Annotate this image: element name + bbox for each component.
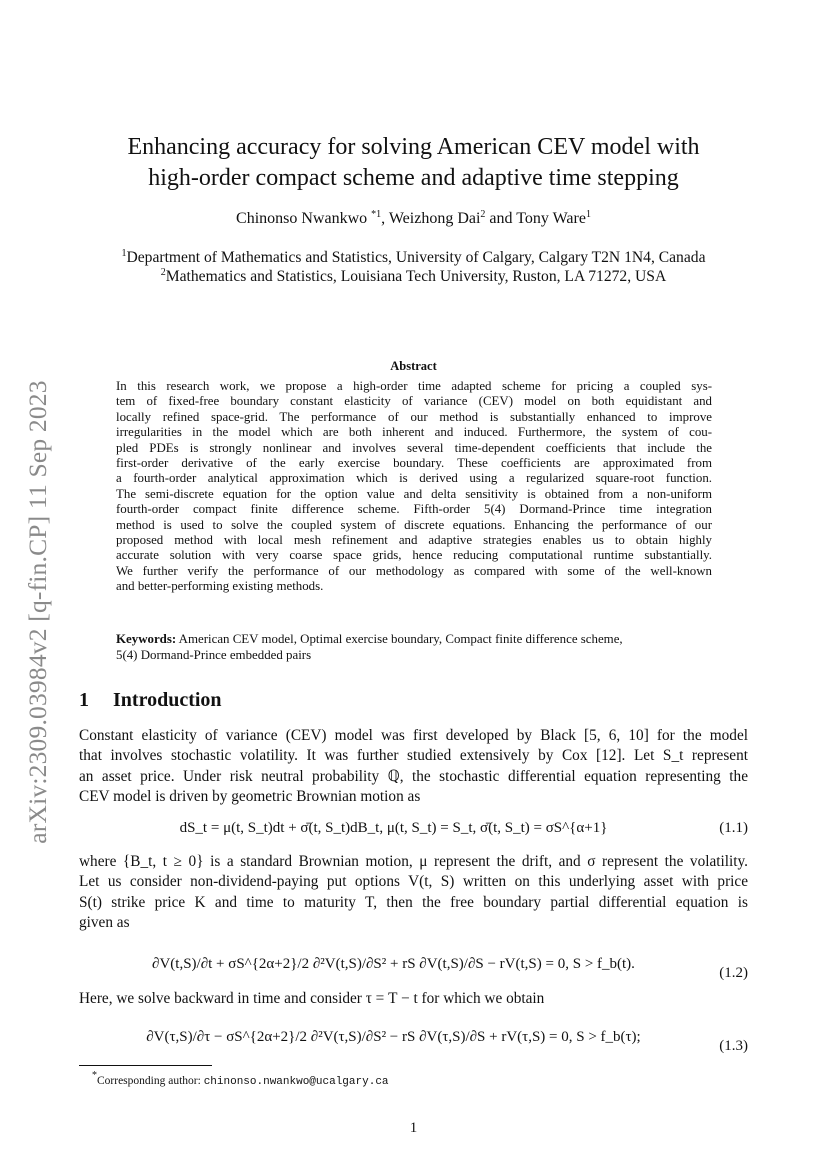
paper-title (80, 132, 747, 194)
abstract-line: In this research work, we propose a high-order time adapted scheme for pricing a coupled sys- (116, 379, 712, 393)
author-3: and Tony Ware (485, 210, 586, 227)
arxiv-stamp-text: arXiv:2309.03984v2 [q-fin.CP] 11 Sep 2023 (23, 380, 52, 844)
text-line: Let us consider non-dividend-paying put options V(t, S) written on this underlying asset with price (79, 873, 748, 891)
equation-1-2-number: (1.2) (719, 965, 748, 981)
intro-paragraph-1 (79, 726, 748, 808)
author-list (80, 209, 747, 228)
abstract-line: and better-performing existing methods. (116, 579, 324, 594)
author-2-mark: 2 (480, 209, 486, 220)
footnote-email-link[interactable]: chinonso.nwankwo@ucalgary.ca (203, 1076, 389, 1088)
section-heading (79, 689, 222, 712)
text-line: an asset price. Under risk neutral probability ℚ, the stochastic differential equation representing the (79, 767, 748, 785)
text-line: S(t) strike price K and time to maturity T, then the free boundary partial differential equation is (79, 893, 748, 911)
keywords-line-2: 5(4) Dormand-Prince embedded pairs (116, 648, 312, 662)
intro-paragraph-2 (79, 852, 748, 934)
keywords-line-1: American CEV model, Optimal exercise boundary, Compact finite difference scheme, (176, 632, 623, 646)
text-line: CEV model is driven by geometric Brownian motion as (79, 788, 421, 806)
abstract-line: tem of fixed-free boundary constant elasticity of variance (CEV) model on both equidistant and (116, 394, 712, 409)
abstract-line: pled PDEs is strongly nonlinear and involves several time-dependent coefficients that include the (116, 440, 712, 455)
text-line: Constant elasticity of variance (CEV) model was first developed by Black [5, 6, 10] for the model (79, 727, 748, 744)
text-line: where {B_t, t ≥ 0} is a standard Brownian motion, μ represent the drift, and σ represent the volatility. (79, 853, 748, 870)
footnote (92, 1070, 389, 1088)
equation-1-2 (79, 944, 748, 984)
abstract-line: method is used to solve the coupled system of discrete equations. Enhancing the performance of our (116, 517, 712, 532)
affiliation-1 (70, 248, 757, 267)
abstract-line: locally refined space-grid. The performance of our method is substantially enhanced to improve (116, 409, 712, 424)
arxiv-stamp (18, 352, 58, 872)
equation-1-3 (79, 1017, 748, 1057)
text-line: Here, we solve backward in time and consider τ = T − t for which we obtain (79, 990, 545, 1007)
section-number: 1 (79, 689, 89, 711)
abstract-line: first-order derivative of the early exercise boundary. These coefficients are approximated from (116, 456, 712, 471)
abstract-line: a fourth-order analytical approximation which is derived using a regularized square-root function. (116, 471, 712, 486)
abstract-line: The semi-discrete equation for the option value and delta sensitivity is obtained from a non-uniform (116, 486, 712, 501)
author-1-mark: *1 (371, 209, 382, 220)
keywords-label: Keywords: (116, 632, 177, 646)
title-line-1: Enhancing accuracy for solving American CEV model with (127, 134, 700, 160)
abstract-line: accurate solution with very coarse space grids, hence reducing computational runtime substantially. (116, 548, 712, 563)
title-line-2: high-order compact scheme and adaptive time stepping (148, 165, 679, 191)
affiliation-1-mark: 1 (121, 248, 127, 259)
intro-paragraph-3 (79, 989, 748, 1009)
affiliation-1-text: Department of Mathematics and Statistics, University of Calgary, Calgary T2N 1N4, Canada (126, 249, 706, 266)
equation-1-2-expression: ∂V(t,S)/∂t + σS^{2α+2}/2 ∂²V(t,S)/∂S² + rS ∂V(t,S)/∂S − rV(t,S) = 0, S > f_b(t). (152, 956, 635, 972)
abstract-line: irregularities in the model which are both inherent and induced. Furthermore, the system of cou- (116, 425, 712, 440)
equation-1-3-number: (1.3) (719, 1038, 748, 1054)
author-3-mark: 1 (585, 209, 591, 220)
section-title: Introduction (113, 689, 222, 711)
text-line: given as (79, 914, 130, 932)
abstract-body (116, 379, 712, 595)
abstract-line: proposed method with local mesh refinement and adaptive strategies enables us to obtain highly (116, 533, 712, 548)
keywords (116, 631, 712, 663)
abstract-line: We further verify the performance of our methodology as compared with some of the well-known (116, 563, 712, 578)
author-2: , Weizhong Dai (381, 210, 481, 227)
footnote-rule (79, 1065, 212, 1066)
equation-1-1-expression: dS_t = μ(t, S_t)dt + σ̄(t, S_t)dB_t, μ(t, S_t) = S_t, σ̄(t, S_t) = σS^{α+1} (179, 820, 608, 836)
affiliation-2-mark: 2 (160, 267, 166, 278)
page-number: 1 (409, 1120, 418, 1136)
footnote-mark: * (92, 1070, 97, 1081)
abstract-heading: Abstract (390, 359, 437, 373)
equation-1-3-expression: ∂V(τ,S)/∂τ − σS^{2α+2}/2 ∂²V(τ,S)/∂S² − rS ∂V(τ,S)/∂S + rV(τ,S) = 0, S > f_b(τ); (146, 1029, 641, 1045)
affiliation-2-text: Mathematics and Statistics, Louisiana Tech University, Ruston, LA 71272, USA (165, 268, 667, 285)
affiliation-2 (70, 267, 757, 286)
footnote-text: Corresponding author: (97, 1075, 204, 1087)
equation-1-1-number: (1.1) (719, 820, 748, 836)
text-line: that involves stochastic volatility. It was further studied extensively by Cox [12]. Let S_t represent (79, 747, 748, 765)
abstract-line: fourth-order compact finite difference scheme. Fifth-order 5(4) Dormand-Prince time integration (116, 502, 712, 517)
author-1: Chinonso Nwankwo (236, 210, 372, 227)
